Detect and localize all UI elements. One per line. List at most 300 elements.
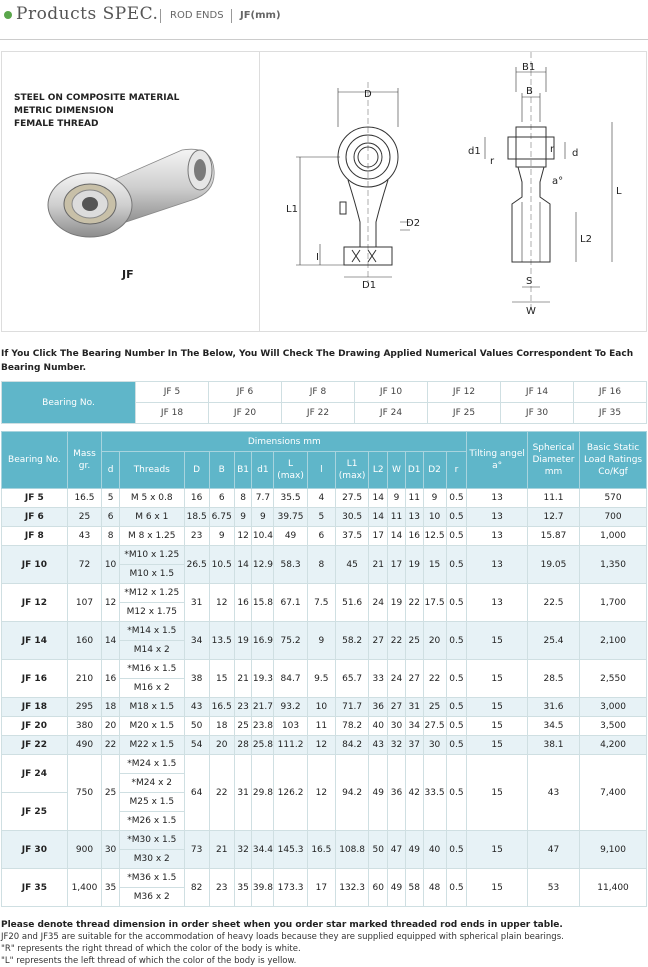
L1-cell: 27.5 <box>335 489 368 508</box>
mass-cell: 107 <box>67 584 101 622</box>
thread-cell: *M14 x 1.5 <box>119 622 184 641</box>
W-cell: 36 <box>388 755 406 831</box>
bearing-link[interactable]: JF 35 <box>574 403 647 424</box>
L2-cell: 40 <box>369 717 388 736</box>
B-cell: 9 <box>209 527 234 546</box>
col-d1: d1 <box>252 452 274 489</box>
D2-cell: 20 <box>423 622 446 660</box>
material-description <box>14 92 179 131</box>
r-cell: 0.5 <box>446 527 467 546</box>
col-B: B <box>209 452 234 489</box>
L2-cell: 21 <box>369 546 388 584</box>
d1-cell: 15.8 <box>252 584 274 622</box>
l-cell: 7.5 <box>307 584 335 622</box>
sphere-cell: 11.1 <box>527 489 579 508</box>
d1-cell: 23.8 <box>252 717 274 736</box>
B1-cell: 14 <box>234 546 252 584</box>
bearing-link[interactable]: JF 25 <box>428 403 501 424</box>
tilt-cell: 15 <box>467 869 528 907</box>
sphere-cell: 38.1 <box>527 736 579 755</box>
thread-cell: *M10 x 1.25 <box>119 546 184 565</box>
D2-cell: 15 <box>423 546 446 584</box>
L-cell: 35.5 <box>274 489 307 508</box>
d-cell: 10 <box>102 546 120 584</box>
category-label: ROD ENDS <box>170 10 224 21</box>
thread-cell: M16 x 2 <box>119 679 184 698</box>
thread-cell: M22 x 1.5 <box>119 736 184 755</box>
d1-cell: 25.8 <box>252 736 274 755</box>
tilt-cell: 13 <box>467 508 528 527</box>
B1-cell: 25 <box>234 717 252 736</box>
table-row <box>2 831 647 850</box>
bearing-link[interactable]: JF 6 <box>209 382 282 403</box>
thread-cell: M20 x 1.5 <box>119 717 184 736</box>
bearing-link[interactable]: JF 24 <box>355 403 428 424</box>
L2-cell: 43 <box>369 736 388 755</box>
W-cell: 22 <box>388 622 406 660</box>
dim-D2: D2 <box>406 218 421 229</box>
dimension-line: METRIC DIMENSION <box>14 106 114 116</box>
dim-B1: B1 <box>522 62 536 73</box>
L2-cell: 36 <box>369 698 388 717</box>
thread-cell: M12 x 1.75 <box>119 603 184 622</box>
sphere-cell: 19.05 <box>527 546 579 584</box>
tilt-cell: 13 <box>467 546 528 584</box>
mass-cell: 43 <box>67 527 101 546</box>
bearing-no-cell: JF 10 <box>2 546 68 584</box>
W-cell: 9 <box>388 489 406 508</box>
tilt-cell: 15 <box>467 717 528 736</box>
bearing-no-cell: JF 12 <box>2 584 68 622</box>
table-row <box>2 584 647 603</box>
mass-cell: 16.5 <box>67 489 101 508</box>
col-threads: Threads <box>119 452 184 489</box>
L2-cell: 14 <box>369 489 388 508</box>
bearing-no-cell: JF 6 <box>2 508 68 527</box>
d-cell: 16 <box>102 660 120 698</box>
l-cell: 9 <box>307 622 335 660</box>
L2-cell: 60 <box>369 869 388 907</box>
d-cell: 18 <box>102 698 120 717</box>
L2-cell: 33 <box>369 660 388 698</box>
col-W: W <box>388 452 406 489</box>
mass-cell: 490 <box>67 736 101 755</box>
sphere-cell: 43 <box>527 755 579 831</box>
l-cell: 5 <box>307 508 335 527</box>
L-cell: 111.2 <box>274 736 307 755</box>
sphere-cell: 31.6 <box>527 698 579 717</box>
d1-cell: 12.9 <box>252 546 274 584</box>
load-cell: 1,700 <box>580 584 647 622</box>
d-cell: 5 <box>102 489 120 508</box>
d1-cell: 10.4 <box>252 527 274 546</box>
D2-cell: 40 <box>423 831 446 869</box>
bearing-no-cell: JF 22 <box>2 736 68 755</box>
load-cell: 3,000 <box>580 698 647 717</box>
B1-cell: 28 <box>234 736 252 755</box>
dim-B: B <box>526 86 533 97</box>
d-cell: 6 <box>102 508 120 527</box>
dim-W: W <box>526 306 536 317</box>
spec-table-body <box>2 489 647 907</box>
L1-cell: 45 <box>335 546 368 584</box>
thread-cell: M30 x 2 <box>119 850 184 869</box>
bearing-link[interactable]: JF 12 <box>428 382 501 403</box>
mass-cell: 295 <box>67 698 101 717</box>
tilt-cell: 15 <box>467 755 528 831</box>
dimension-drawing <box>260 52 646 331</box>
B-cell: 16.5 <box>209 698 234 717</box>
L2-cell: 49 <box>369 755 388 831</box>
bearing-no-cell: JF 25 <box>2 793 68 831</box>
W-cell: 49 <box>388 869 406 907</box>
d-cell: 12 <box>102 584 120 622</box>
col-mass: Mass gr. <box>67 432 101 489</box>
l-cell: 4 <box>307 489 335 508</box>
product-photo-panel <box>2 52 260 331</box>
thread-cell: *M36 x 1.5 <box>119 869 184 888</box>
d1-cell: 7.7 <box>252 489 274 508</box>
B-cell: 20 <box>209 736 234 755</box>
sphere-cell: 34.5 <box>527 717 579 736</box>
divider <box>160 9 161 23</box>
d1-cell: 9 <box>252 508 274 527</box>
right-thread-note: "R" represents the right thread of which the color of the body is white. <box>1 944 301 954</box>
D1-cell: 49 <box>405 831 423 869</box>
thread-cell: M18 x 1.5 <box>119 698 184 717</box>
tilt-cell: 13 <box>467 584 528 622</box>
table-row <box>2 736 647 755</box>
thread-cell: *M16 x 1.5 <box>119 660 184 679</box>
rod-end-photo-icon <box>42 140 222 250</box>
bearing-nav-table <box>1 381 647 424</box>
D-cell: 43 <box>184 698 209 717</box>
page-header <box>0 0 648 40</box>
sphere-cell: 12.7 <box>527 508 579 527</box>
dim-D1: D1 <box>362 280 377 291</box>
D1-cell: 27 <box>405 660 423 698</box>
dim-r1: r <box>490 156 495 167</box>
bearing-link[interactable]: JF 14 <box>501 382 574 403</box>
thread-cell: *M24 x 2 <box>119 774 184 793</box>
d-cell: 30 <box>102 831 120 869</box>
mass-cell: 380 <box>67 717 101 736</box>
product-figure <box>1 51 647 332</box>
D2-cell: 22 <box>423 660 446 698</box>
D1-cell: 34 <box>405 717 423 736</box>
r-cell: 0.5 <box>446 831 467 869</box>
thread-cell: M25 x 1.5 <box>119 793 184 812</box>
D2-cell: 48 <box>423 869 446 907</box>
D2-cell: 30 <box>423 736 446 755</box>
bearing-no-cell: JF 5 <box>2 489 68 508</box>
col-dimensions: Dimensions mm <box>102 432 467 452</box>
load-cell: 7,400 <box>580 755 647 831</box>
thread-cell: M10 x 1.5 <box>119 565 184 584</box>
bearing-no-cell: JF 35 <box>2 869 68 907</box>
D2-cell: 9 <box>423 489 446 508</box>
page-title: Products SPEC. <box>16 4 159 24</box>
d1-cell: 19.3 <box>252 660 274 698</box>
footer-notes <box>1 919 564 967</box>
thread-cell: M 6 x 1 <box>119 508 184 527</box>
B-cell: 15 <box>209 660 234 698</box>
L-cell: 39.75 <box>274 508 307 527</box>
D-cell: 31 <box>184 584 209 622</box>
d-cell: 8 <box>102 527 120 546</box>
title-bullet-icon <box>4 11 12 19</box>
W-cell: 24 <box>388 660 406 698</box>
D-cell: 18.5 <box>184 508 209 527</box>
sphere-cell: 22.5 <box>527 584 579 622</box>
L1-cell: 84.2 <box>335 736 368 755</box>
dim-L1: L1 <box>286 204 298 215</box>
r-cell: 0.5 <box>446 622 467 660</box>
dim-r2: r <box>550 144 555 155</box>
B1-cell: 9 <box>234 508 252 527</box>
bearing-no-cell: JF 18 <box>2 698 68 717</box>
tilt-cell: 15 <box>467 660 528 698</box>
thread-cell: M36 x 2 <box>119 888 184 907</box>
r-cell: 0.5 <box>446 698 467 717</box>
r-cell: 0.5 <box>446 584 467 622</box>
col-sphere: Spherical Diameter mm <box>527 432 579 489</box>
model-label: JF(mm) <box>240 10 281 21</box>
bearing-link[interactable]: JF 30 <box>501 403 574 424</box>
D2-cell: 12.5 <box>423 527 446 546</box>
bearing-no-cell: JF 16 <box>2 660 68 698</box>
L1-cell: 65.7 <box>335 660 368 698</box>
W-cell: 32 <box>388 736 406 755</box>
col-D: D <box>184 452 209 489</box>
bearing-link[interactable]: JF 8 <box>282 382 355 403</box>
table-row <box>2 660 647 679</box>
d1-cell: 39.8 <box>252 869 274 907</box>
D2-cell: 10 <box>423 508 446 527</box>
order-note: Please denote thread dimension in order sheet when you order star marked threaded rod ends in upper table. <box>1 920 563 930</box>
tilt-cell: 15 <box>467 698 528 717</box>
load-cell: 11,400 <box>580 869 647 907</box>
table-row <box>2 869 647 888</box>
L2-cell: 24 <box>369 584 388 622</box>
B1-cell: 31 <box>234 755 252 831</box>
mass-cell: 160 <box>67 622 101 660</box>
bearing-link[interactable]: JF 16 <box>574 382 647 403</box>
L-cell: 84.7 <box>274 660 307 698</box>
thread-cell: *M26 x 1.5 <box>119 812 184 831</box>
L-cell: 103 <box>274 717 307 736</box>
mass-cell: 72 <box>67 546 101 584</box>
L1-cell: 94.2 <box>335 755 368 831</box>
L-cell: 173.3 <box>274 869 307 907</box>
l-cell: 11 <box>307 717 335 736</box>
B-cell: 23 <box>209 869 234 907</box>
D1-cell: 58 <box>405 869 423 907</box>
bearing-link[interactable]: JF 10 <box>355 382 428 403</box>
W-cell: 11 <box>388 508 406 527</box>
r-cell: 0.5 <box>446 508 467 527</box>
l-cell: 10 <box>307 698 335 717</box>
d-cell: 20 <box>102 717 120 736</box>
thread-cell: *M30 x 1.5 <box>119 831 184 850</box>
bearing-link[interactable]: JF 20 <box>209 403 282 424</box>
D1-cell: 19 <box>405 546 423 584</box>
left-thread-note: "L" represents the left thread of which the color of the body is yellow. <box>1 956 297 966</box>
B1-cell: 16 <box>234 584 252 622</box>
product-label: JF <box>122 268 134 281</box>
L1-cell: 58.2 <box>335 622 368 660</box>
tilt-cell: 13 <box>467 489 528 508</box>
table-row <box>2 527 647 546</box>
thread-cell: M 5 x 0.8 <box>119 489 184 508</box>
bearing-no-cell: JF 8 <box>2 527 68 546</box>
table-row <box>2 717 647 736</box>
col-D1: D1 <box>405 452 423 489</box>
L1-cell: 108.8 <box>335 831 368 869</box>
D-cell: 50 <box>184 717 209 736</box>
d-cell: 25 <box>102 755 120 831</box>
dim-S: S <box>526 276 533 287</box>
col-load: Basic Static Load Ratings Co/Kgf <box>580 432 647 489</box>
load-cell: 2,100 <box>580 622 647 660</box>
L2-cell: 27 <box>369 622 388 660</box>
B-cell: 6.75 <box>209 508 234 527</box>
D2-cell: 33.5 <box>423 755 446 831</box>
col-bearing: Bearing No. <box>2 432 68 489</box>
d-cell: 14 <box>102 622 120 660</box>
r-cell: 0.5 <box>446 489 467 508</box>
r-cell: 0.5 <box>446 736 467 755</box>
B-cell: 18 <box>209 717 234 736</box>
mass-cell: 750 <box>67 755 101 831</box>
bearing-no-cell: JF 30 <box>2 831 68 869</box>
dim-l: I <box>316 252 319 263</box>
col-r: r <box>446 452 467 489</box>
mass-cell: 1,400 <box>67 869 101 907</box>
load-cell: 9,100 <box>580 831 647 869</box>
D1-cell: 11 <box>405 489 423 508</box>
D-cell: 16 <box>184 489 209 508</box>
B1-cell: 35 <box>234 869 252 907</box>
mass-cell: 25 <box>67 508 101 527</box>
l-cell: 17 <box>307 869 335 907</box>
load-cell: 1,350 <box>580 546 647 584</box>
D-cell: 73 <box>184 831 209 869</box>
B-cell: 21 <box>209 831 234 869</box>
L-cell: 126.2 <box>274 755 307 831</box>
d1-cell: 16.9 <box>252 622 274 660</box>
r-cell: 0.5 <box>446 660 467 698</box>
D-cell: 64 <box>184 755 209 831</box>
L1-cell: 132.3 <box>335 869 368 907</box>
D-cell: 38 <box>184 660 209 698</box>
bearing-link[interactable]: JF 18 <box>136 403 209 424</box>
L1-cell: 51.6 <box>335 584 368 622</box>
D1-cell: 42 <box>405 755 423 831</box>
table-row <box>2 489 647 508</box>
B1-cell: 23 <box>234 698 252 717</box>
load-cell: 4,200 <box>580 736 647 755</box>
B-cell: 10.5 <box>209 546 234 584</box>
B-cell: 22 <box>209 755 234 831</box>
sphere-cell: 28.5 <box>527 660 579 698</box>
bearing-link[interactable]: JF 5 <box>136 382 209 403</box>
B-cell: 12 <box>209 584 234 622</box>
W-cell: 47 <box>388 831 406 869</box>
D1-cell: 25 <box>405 622 423 660</box>
D2-cell: 25 <box>423 698 446 717</box>
tilt-cell: 15 <box>467 831 528 869</box>
r-cell: 0.5 <box>446 546 467 584</box>
col-tilt: Tilting angel a° <box>467 432 528 489</box>
mass-cell: 900 <box>67 831 101 869</box>
l-cell: 8 <box>307 546 335 584</box>
tilt-cell: 15 <box>467 622 528 660</box>
col-L: L (max) <box>274 452 307 489</box>
D1-cell: 13 <box>405 508 423 527</box>
r-cell: 0.5 <box>446 869 467 907</box>
mass-cell: 210 <box>67 660 101 698</box>
D1-cell: 37 <box>405 736 423 755</box>
dim-L2: L2 <box>580 234 592 245</box>
W-cell: 27 <box>388 698 406 717</box>
table-row <box>2 546 647 565</box>
col-L1: L1 (max) <box>335 452 368 489</box>
B1-cell: 19 <box>234 622 252 660</box>
L-cell: 75.2 <box>274 622 307 660</box>
bearing-link[interactable]: JF 22 <box>282 403 355 424</box>
sphere-cell: 25.4 <box>527 622 579 660</box>
r-cell: 0.5 <box>446 755 467 831</box>
load-cell: 2,550 <box>580 660 647 698</box>
l-cell: 12 <box>307 755 335 831</box>
thread-cell: *M12 x 1.25 <box>119 584 184 603</box>
B1-cell: 32 <box>234 831 252 869</box>
D-cell: 26.5 <box>184 546 209 584</box>
L-cell: 93.2 <box>274 698 307 717</box>
d1-cell: 34.4 <box>252 831 274 869</box>
thread-cell: M 8 x 1.25 <box>119 527 184 546</box>
material-line: STEEL ON COMPOSITE MATERIAL <box>14 93 180 103</box>
l-cell: 12 <box>307 736 335 755</box>
L1-cell: 71.7 <box>335 698 368 717</box>
D-cell: 34 <box>184 622 209 660</box>
spec-table <box>1 431 647 907</box>
bearing-no-cell: JF 14 <box>2 622 68 660</box>
W-cell: 14 <box>388 527 406 546</box>
r-cell: 0.5 <box>446 717 467 736</box>
D1-cell: 22 <box>405 584 423 622</box>
D2-cell: 27.5 <box>423 717 446 736</box>
B1-cell: 8 <box>234 489 252 508</box>
B-cell: 13.5 <box>209 622 234 660</box>
L-cell: 49 <box>274 527 307 546</box>
l-cell: 9.5 <box>307 660 335 698</box>
bearing-no-cell: JF 24 <box>2 755 68 793</box>
d-cell: 22 <box>102 736 120 755</box>
load-cell: 3,500 <box>580 717 647 736</box>
d-cell: 35 <box>102 869 120 907</box>
l-cell: 6 <box>307 527 335 546</box>
dim-d: d <box>572 148 579 159</box>
L1-cell: 30.5 <box>335 508 368 527</box>
dim-d1: d1 <box>468 146 481 157</box>
d1-cell: 29.8 <box>252 755 274 831</box>
dim-D: D <box>364 89 372 100</box>
L-cell: 58.3 <box>274 546 307 584</box>
sphere-cell: 47 <box>527 831 579 869</box>
col-l: l <box>307 452 335 489</box>
